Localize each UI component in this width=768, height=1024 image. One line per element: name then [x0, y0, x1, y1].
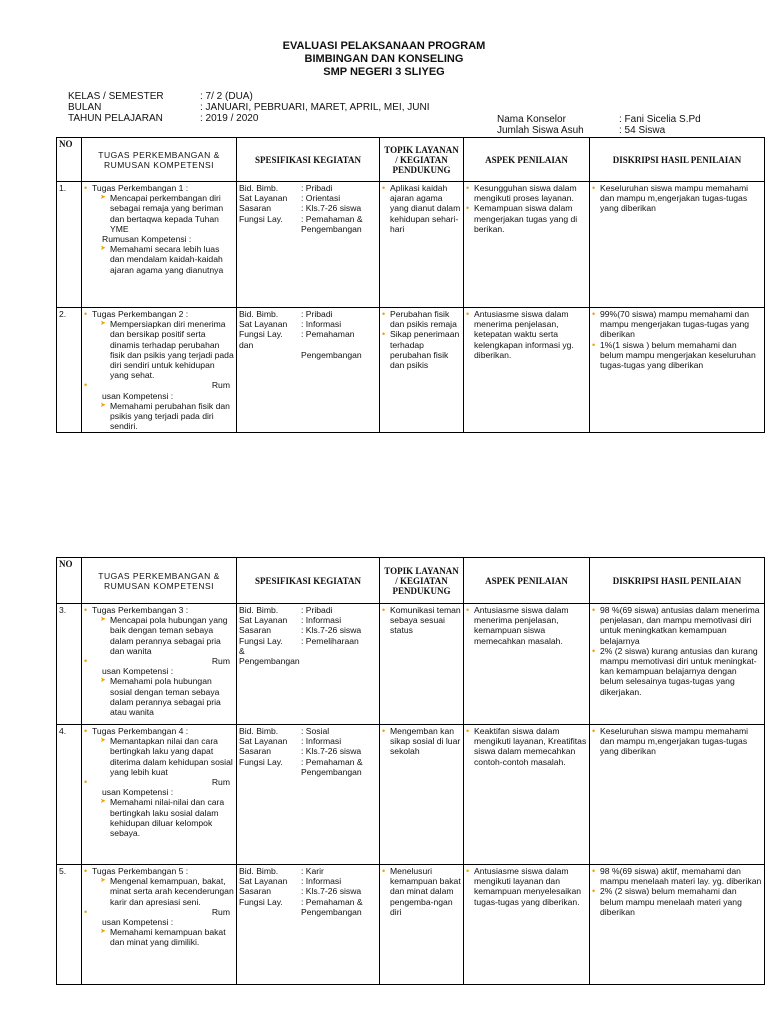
spec-value: [301, 646, 377, 656]
list-item: • Komunikasi teman sebaya sesuai status: [382, 605, 461, 636]
spec-label: Sasaran: [239, 886, 272, 897]
spec-value: : Informasi: [301, 615, 342, 626]
spec-label: Bid. Bimb.: [239, 183, 279, 193]
spec-label: Sasaran: [239, 625, 272, 636]
col-aspek: ASPEK PENILAIAN: [464, 558, 590, 604]
spec-value: : Informasi: [301, 319, 342, 330]
spec-label: dan: [239, 339, 254, 350]
spec-label: Sasaran: [239, 746, 272, 757]
spec-value: : Pemahaman & Pengembangan: [301, 756, 363, 777]
row-diskripsi: [590, 865, 765, 985]
row-diskripsi: [590, 725, 765, 865]
spec-label: Fungsi Lay.: [239, 329, 283, 340]
spec-value: : Pribadi: [301, 605, 333, 615]
row-no: 5.: [57, 865, 82, 985]
spec-label: Sat Layanan: [239, 193, 288, 204]
col-aspek: ASPEK PENILAIAN: [464, 138, 590, 182]
list-item: • Aplikasi kaidah ajaran agama yang dianut dalam kehidupan sehari-hari: [382, 183, 461, 234]
spec-value: : Pemahaman & Pengembangan: [301, 213, 363, 234]
spec-label: Bid. Bimb.: [239, 309, 279, 319]
spec-label: Fungsi Lay.: [239, 213, 283, 224]
konselor-value: : Fani Sicelia S.Pd: [619, 114, 701, 125]
list-item: • Keseluruhan siswa mampu memahami dan mampu m,engerjakan tugas-tugas yang diberikan: [592, 183, 762, 214]
bulan-value: : JANUARI, PEBRUARI, MARET, APRIL, MEI, JUNI: [200, 102, 430, 113]
spec-label: Bid. Bimb.: [239, 726, 279, 736]
spec-label: Sat Layanan: [239, 876, 288, 887]
row-topik: [380, 182, 464, 308]
row-diskripsi: [590, 308, 765, 433]
list-item: • Sikap penerimaan terhadap perubahan fisik dan psikis: [382, 329, 461, 370]
list-item: • 2% (2 siswa) kurang antusias dan kurang mampu memotivasi diri untuk meningkat-kan kemampuan belajarnya dengan belum selesainya tugas-tugas yang dikerjakan.: [592, 646, 762, 697]
list-item: • 2% (2 siswa) belum memahami dan belum mampu menelaah materi yang diberikan: [592, 886, 762, 917]
spec-label: Sat Layanan: [239, 736, 288, 747]
spec-value: : Pribadi: [301, 183, 333, 193]
doc-title-line2: BIMBINGAN DAN KONSELING: [304, 53, 464, 65]
spec-label: Pengembangan: [239, 656, 300, 667]
col-no: NO: [57, 558, 82, 604]
spec-label: Fungsi Lay.: [239, 756, 283, 767]
list-item: • Keaktifan siswa dalam mengikuti layanan, Kreatifitas siswa dalam memecahkan contoh-contoh masalah.: [466, 726, 587, 767]
row-topik: [380, 725, 464, 865]
col-diskripsi: DISKRIPSI HASIL PENILAIAN: [590, 138, 765, 182]
table-header-row: [57, 138, 765, 182]
row-spesifikasi: [237, 725, 380, 865]
col-spesifikasi: SPESIFIKASI KEGIATAN: [237, 138, 380, 182]
konselor-label: Nama Konselor: [497, 114, 566, 125]
list-item: • Keseluruhan siswa mampu memahami dan mampu m,engerjakan tugas-tugas yang diberikan: [592, 726, 762, 757]
row-tugas: • Tugas Perkembangan 4 : ➤ Memantapkan nilai dan cara bertingkah laku yang dapat diterima dalam kehidupan sosial yang lebih kuat • Rum usan Kompetensi : ➤ Memahami nilai-nilai dan cara bertingkah laku sosial dalam kehidupan diluar kelompok sebaya.: [82, 725, 237, 865]
spec-value: : Pemahaman & Pengembangan: [301, 896, 363, 917]
spec-value: : Kls.7-26 siswa: [301, 203, 362, 214]
col-spesifikasi: SPESIFIKASI KEGIATAN: [237, 558, 380, 604]
bulan-label: BULAN: [68, 102, 102, 113]
list-item: • 99%(70 siswa) mampu memahami dan mampu mengerjakan tugas-tugas yang diberikan: [592, 309, 762, 340]
list-item: • Kesungguhan siswa dalam mengikuti proses layanan.: [466, 183, 587, 203]
kelas-value: : 7/ 2 (DUA): [200, 91, 253, 102]
row-no: 2.: [57, 308, 82, 433]
row-tugas: • Tugas Perkembangan 1 : ➤ Mencapai perkembangan diri sebagai remaja yang beriman dan bertaqwa kepada Tuhan YME Rumusan Kompetensi : ➤ Memahami secara lebih luas dan mendalam kaidah-kaidah ajaran agama yang dianutnya: [82, 182, 237, 308]
col-no: NO: [57, 138, 82, 182]
tahun-label: TAHUN PELAJARAN: [68, 113, 163, 124]
table-row: [57, 725, 765, 865]
row-tugas: • Tugas Perkembangan 2 : ➤ Mempersiapkan diri menerima dan bersikap positif serta dinamis terhadap perubahan fisik dan psikis yang terjadi pada diri sendiri untuk kehidupan yang sehat. • Rum usan Kompetensi : ➤ Memahami perubahan fisik dan psikis yang terjadi pada diri sendiri.: [82, 308, 237, 433]
row-spesifikasi: [237, 604, 380, 725]
tahun-value: : 2019 / 2020: [200, 113, 259, 124]
list-item: • Menelusuri kemampuan bakat dan minat dalam pengemba-ngan diri: [382, 866, 461, 917]
row-aspek: [464, 865, 590, 985]
spec-value: : Orientasi: [301, 193, 341, 204]
list-item: • Kemampuan siswa dalam mengerjakan tugas yang di berikan.: [466, 203, 587, 234]
evaluation-table-1: [56, 137, 765, 433]
row-aspek: [464, 604, 590, 725]
spec-label: [239, 350, 301, 360]
row-no: 3.: [57, 604, 82, 725]
doc-title-line3: SMP NEGERI 3 SLIYEG: [323, 66, 445, 78]
table-row: [57, 865, 765, 985]
row-spesifikasi: [237, 308, 380, 433]
col-diskripsi: DISKRIPSI HASIL PENILAIAN: [590, 558, 765, 604]
siswa-value: : 54 Siswa: [619, 125, 666, 136]
list-item: • Mengemban kan sikap sosial di luar sekolah: [382, 726, 461, 757]
list-item: • Antusiasme siswa dalam menerima penjelasan, ketepatan waktu serta kelengkapan informasi yg. diberikan.: [466, 309, 587, 360]
spec-value: : Informasi: [301, 736, 342, 747]
spec-value: : Kls.7-26 siswa: [301, 625, 362, 636]
row-spesifikasi: [237, 182, 380, 308]
spec-value: : Kls.7-26 siswa: [301, 886, 362, 897]
row-diskripsi: [590, 604, 765, 725]
spec-value: Pengembangan: [301, 349, 362, 360]
spec-label: Fungsi Lay.: [239, 635, 283, 646]
col-tugas: TUGAS PERKEMBANGAN & RUMUSAN KOMPETENSI: [82, 558, 237, 604]
spec-value: [301, 656, 377, 666]
spec-label: Bid. Bimb.: [239, 605, 279, 615]
spec-value: [301, 340, 377, 350]
spec-value: : Karir: [301, 866, 324, 876]
row-no: 1.: [57, 182, 82, 308]
table-row: [57, 308, 765, 433]
row-tugas: • Tugas Perkembangan 5 : ➤ Mengenal kemampuan, bakat, minat serta arah kecenderungan karir dan apresiasi seni. • Rum usan Kompetensi : ➤ Memahami kemampuan bakat dan minat yang dimiliki.: [82, 865, 237, 985]
row-aspek: [464, 182, 590, 308]
list-item: • Antusiasme siswa dalam menerima penjelasan, kemampuan siswa memecahkan masalah.: [466, 605, 587, 646]
spec-value: : Kls.7-26 siswa: [301, 746, 362, 757]
spec-value: : Pemeliharaan: [301, 635, 359, 646]
row-spesifikasi: [237, 865, 380, 985]
doc-title-line1: EVALUASI PELAKSANAAN PROGRAM: [282, 40, 486, 52]
row-topik: [380, 865, 464, 985]
table-header-row: [57, 558, 765, 604]
spec-value: : Informasi: [301, 876, 342, 887]
row-tugas: • Tugas Perkembangan 3 : ➤ Mencapai pola hubungan yang baik dengan teman sebaya dalam perannya sebagai pria dan wanita • Rum usan Kompetensi : ➤ Memahami pola hubungan sosial dengan teman sebaya dalam perannya sebagai pria atau wanita: [82, 604, 237, 725]
row-no: 4.: [57, 725, 82, 865]
row-diskripsi: [590, 182, 765, 308]
row-aspek: [464, 725, 590, 865]
row-topik: [380, 604, 464, 725]
list-item: • 98 %(69 siswa) antusias dalam menerima penjelasan, dan mampu memotivasi diri untuk meningkatkan kemampuan belajarnya: [592, 605, 762, 646]
list-item: • 1%(1 siswa ) belum memahami dan belum mampu mengerjakan keseluruhan tugas-tugas yang diberikan: [592, 340, 762, 371]
spec-label: Sasaran: [239, 203, 272, 214]
spec-label: Sat Layanan: [239, 319, 288, 330]
evaluation-table-2: [56, 557, 765, 985]
row-aspek: [464, 308, 590, 433]
list-item: • Perubahan fisik dan psikis remaja: [382, 309, 461, 329]
col-tugas: TUGAS PERKEMBANGAN & RUMUSAN KOMPETENSI: [82, 138, 237, 182]
col-topik: TOPIK LAYANAN / KEGIATAN PENDUKUNG: [380, 138, 464, 182]
spec-label: Fungsi Lay.: [239, 896, 283, 907]
spec-label: Sat Layanan: [239, 615, 288, 626]
list-item: • Antusiasme siswa dalam mengikuti layanan dan kemampuan menyelesaikan tugas-tugas yang diberikan.: [466, 866, 587, 907]
spec-value: : Pribadi: [301, 309, 333, 319]
spec-label: Bid. Bimb.: [239, 866, 279, 876]
row-topik: [380, 308, 464, 433]
siswa-label: Jumlah Siswa Asuh: [497, 125, 584, 136]
table-row: [57, 604, 765, 725]
spec-value: : Sosial: [301, 726, 330, 736]
col-topik: TOPIK LAYANAN / KEGIATAN PENDUKUNG: [380, 558, 464, 604]
list-item: • 98 %(69 siswa) aktif, memahami dan mampu menelaah materi lay. yg. diberikan: [592, 866, 762, 886]
table-row: [57, 182, 765, 308]
kelas-label: KELAS / SEMESTER: [68, 91, 164, 102]
spec-value: : Pemahaman: [301, 329, 355, 340]
spec-label: &: [239, 645, 245, 656]
